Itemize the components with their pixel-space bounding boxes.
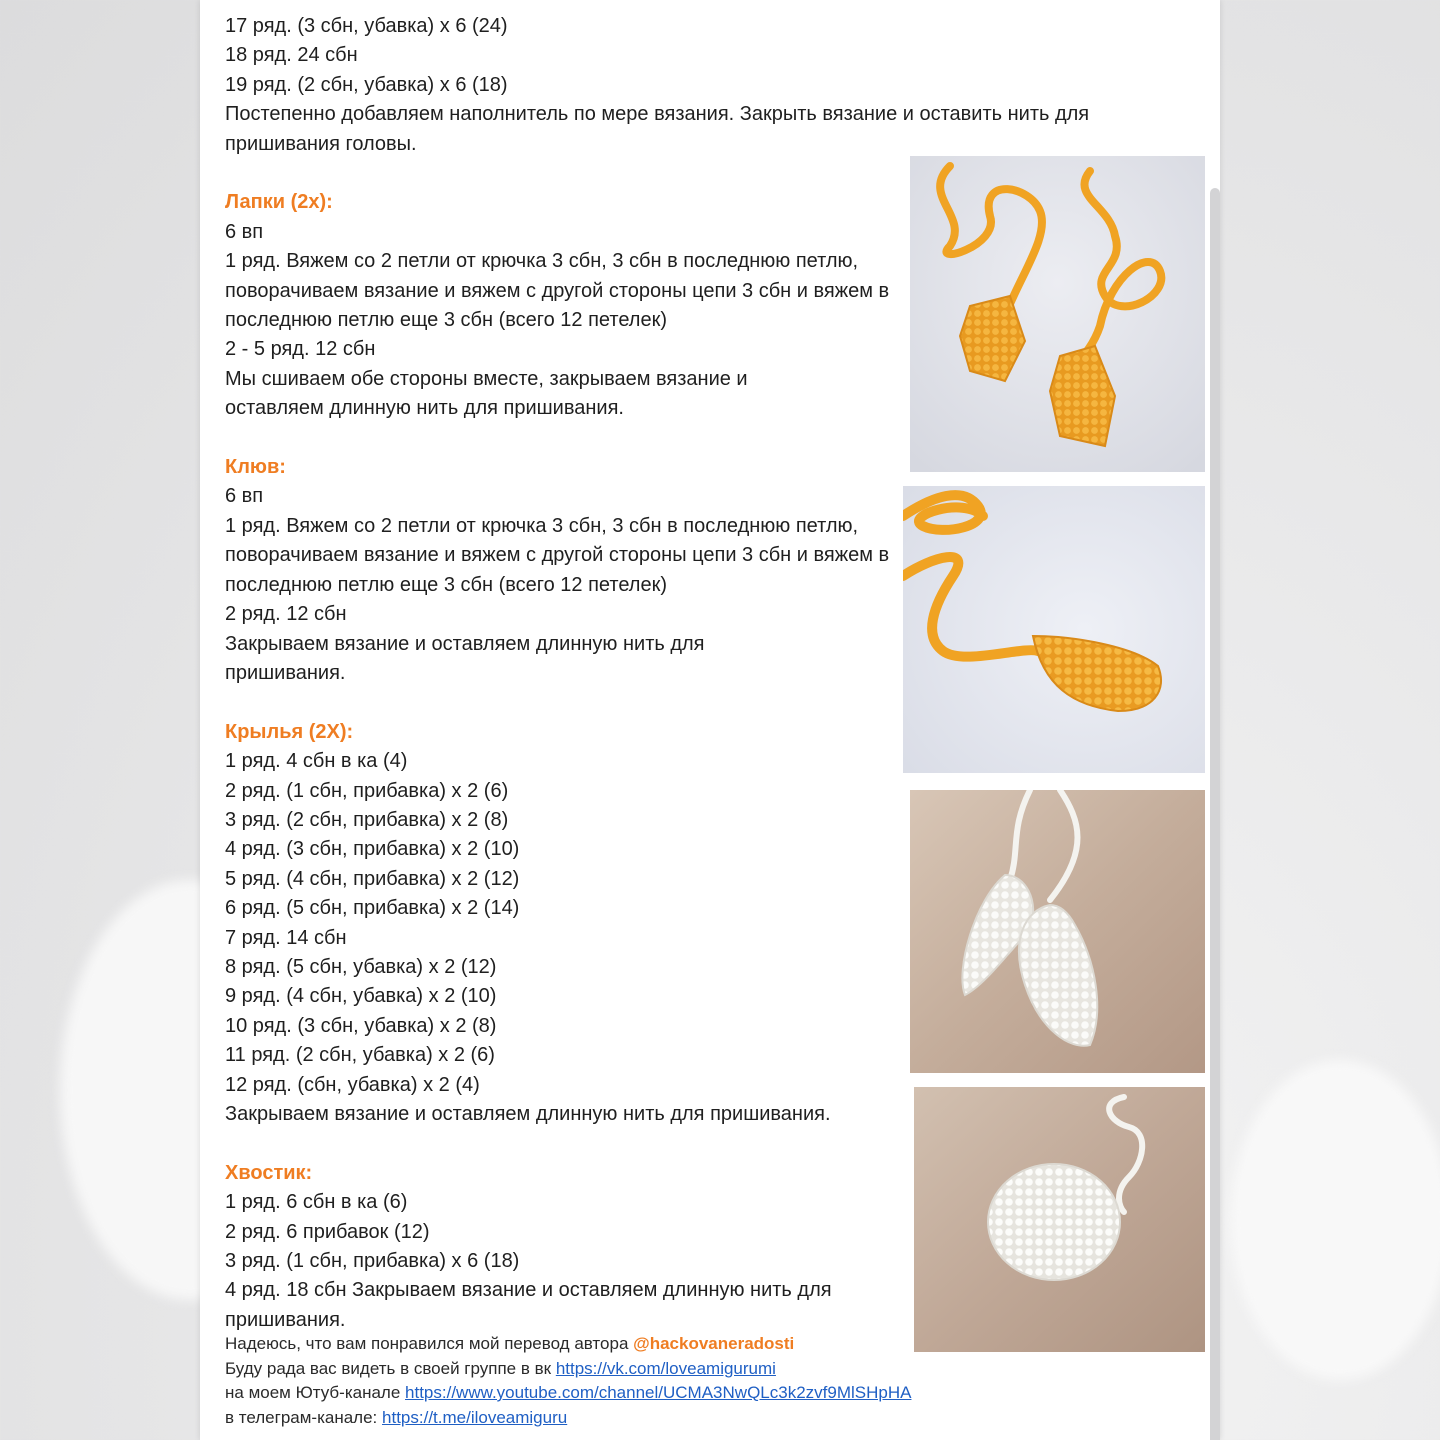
tail-photo — [914, 1087, 1205, 1352]
wings-heading: Крылья (2Х): — [225, 720, 354, 743]
background-cotton-right — [1230, 1060, 1440, 1380]
paws-photo — [910, 156, 1205, 472]
wings-line: Закрываем вязание и оставляем длинную нить для пришивания. — [225, 1102, 831, 1125]
beak-line: Закрываем вязание и оставляем длинную нить для пришивания. — [225, 632, 705, 684]
author-footer — [225, 1332, 911, 1430]
telegram-link[interactable]: https://t.me/iloveamiguru — [382, 1407, 568, 1427]
wings-line: 10 ряд. (3 сбн, убавка) х 2 (8) — [225, 1014, 497, 1037]
footer-line-4: в телеграм-канале: https://t.me/iloveamiguru — [225, 1407, 568, 1427]
vertical-scrollbar[interactable] — [1210, 188, 1220, 1440]
beak-line: 1 ряд. Вяжем со 2 петли от крючка 3 сбн, 3 сбн в последнюю петлю, поворачиваем вязание и вяжем с другой стороны цепи 3 сбн и вяжем в последнюю петлю еще 3 сбн (всего 12 петелек) — [225, 514, 890, 596]
paws-line: 1 ряд. Вяжем со 2 петли от крючка 3 сбн, 3 сбн в последнюю петлю, поворачиваем вязание и вяжем с другой стороны цепи 3 сбн и вяжем в последнюю петлю еще 3 сбн (всего 12 петелек) — [225, 250, 890, 332]
wings-line: 5 ряд. (4 сбн, прибавка) х 2 (12) — [225, 867, 520, 890]
footer-line-2: Буду рада вас видеть в своей группе в вк https://vk.com/loveamigurumi — [225, 1358, 776, 1378]
beak-line: 6 вп — [225, 485, 264, 508]
wings-line: 6 ряд. (5 сбн, прибавка) х 2 (14) — [225, 897, 520, 920]
paws-line: 2 - 5 ряд. 12 сбн — [225, 338, 376, 361]
wings-line: 4 ряд. (3 сбн, прибавка) х 2 (10) — [225, 838, 520, 861]
tail-line: 1 ряд. 6 сбн в ка (6) — [225, 1191, 408, 1214]
paws-heading: Лапки (2х): — [225, 191, 333, 214]
tail-line: 3 ряд. (1 сбн, прибавка) х 6 (18) — [225, 1250, 520, 1272]
paws-line: 6 вп — [225, 220, 264, 243]
tail-heading: Хвостик: — [225, 1161, 313, 1184]
footer-line-1: Надеюсь, что вам понравился мой перевод автора @hackovaneradosti — [225, 1334, 795, 1353]
wings-line: 11 ряд. (2 сбн, убавка) х 2 (6) — [225, 1044, 495, 1067]
paws-line: Мы сшиваем обе стороны вместе, закрываем вязание и оставляем длинную нить для пришивания. — [225, 367, 748, 420]
beak-line: 2 ряд. 12 сбн — [225, 603, 347, 626]
stuffing-note: Постепенно добавляем наполнитель по мере вязания. Закрыть вязание и оставить нить для пришивания головы. — [225, 103, 1090, 155]
wings-line: 8 ряд. (5 сбн, убавка) х 2 (12) — [225, 955, 497, 978]
wings-line: 2 ряд. (1 сбн, прибавка) х 2 (6) — [225, 779, 509, 802]
wings-line: 12 ряд. (сбн, убавка) х 2 (4) — [225, 1073, 480, 1096]
vk-link[interactable]: https://vk.com/loveamigurumi — [555, 1358, 776, 1378]
row-17: 17 ряд. (3 сбн, убавка) х 6 (24) — [225, 15, 508, 37]
wings-photo — [910, 790, 1205, 1073]
wings-line: 3 ряд. (2 сбн, прибавка) х 2 (8) — [225, 808, 509, 831]
document-page[interactable] — [200, 0, 1220, 1440]
wings-line: 7 ряд. 14 сбн — [225, 926, 347, 949]
beak-photo — [903, 486, 1205, 773]
row-19: 19 ряд. (2 сбн, убавка) х 6 (18) — [225, 73, 508, 96]
wings-line: 1 ряд. 4 сбн в ка (4) — [225, 750, 408, 773]
tail-line: 2 ряд. 6 прибавок (12) — [225, 1220, 430, 1243]
footer-line-3: на моем Ютуб-канале https://www.youtube.com/channel/UCMA3NwQLc3k2zvf9MlSHpHA — [225, 1383, 912, 1402]
pattern-text — [225, 12, 1090, 1335]
wings-line: 9 ряд. (4 сбн, убавка) х 2 (10) — [225, 985, 497, 1008]
youtube-link[interactable]: https://www.youtube.com/channel/UCMA3NwQLc3k2zvf9MlSHpHA — [405, 1383, 912, 1402]
tail-line: 4 ряд. 18 сбн Закрываем вязание и оставляем длинную нить для пришивания. — [225, 1279, 832, 1331]
row-18: 18 ряд. 24 сбн — [225, 44, 358, 67]
beak-heading: Клюв: — [225, 456, 286, 479]
author-handle[interactable]: @hackovaneradosti — [633, 1334, 795, 1353]
